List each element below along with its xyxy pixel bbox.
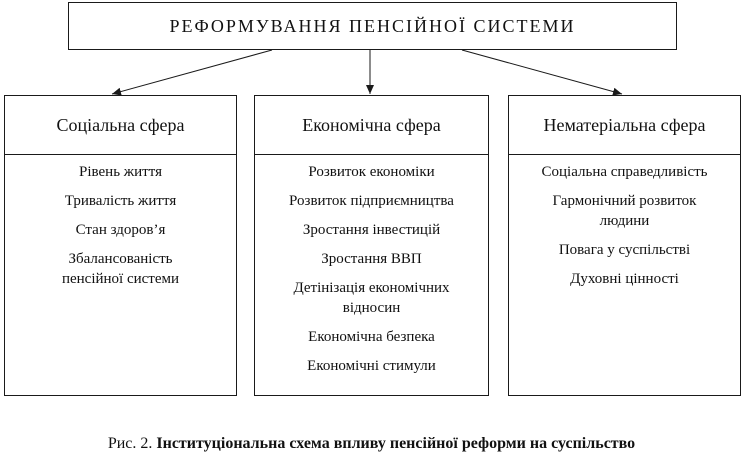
list-item: Гармонічний розвиток людини bbox=[552, 193, 697, 229]
column-header: Соціальна сфера bbox=[5, 96, 236, 155]
list-item: Детінізація економічних відносин bbox=[293, 280, 450, 316]
column-items bbox=[5, 155, 236, 289]
column-header: Нематеріальна сфера bbox=[509, 96, 740, 155]
list-item: Стан здоров’я bbox=[75, 222, 166, 238]
column-items bbox=[255, 155, 488, 376]
list-item: Зростання ВВП bbox=[321, 251, 422, 267]
caption-text: Інституціональна схема впливу пенсійної реформи на суспільство bbox=[156, 435, 636, 452]
list-item: Повага у суспільстві bbox=[558, 242, 691, 258]
column-items bbox=[509, 155, 740, 289]
list-item: Розвиток економіки bbox=[308, 164, 435, 180]
arrow-to-nonmaterial bbox=[462, 50, 622, 94]
caption-prefix: Рис. 2. bbox=[107, 435, 157, 452]
arrow-to-social bbox=[112, 50, 272, 94]
list-item: Розвиток підприємництва bbox=[289, 193, 454, 209]
list-item: Збалансованість пенсійної системи bbox=[61, 251, 180, 287]
top-box bbox=[68, 2, 677, 50]
list-item: Духовні цінності bbox=[570, 271, 679, 287]
list-item: Рівень життя bbox=[79, 164, 162, 180]
column-nonmaterial bbox=[508, 95, 741, 396]
list-item: Тривалість життя bbox=[64, 193, 177, 209]
figure-caption bbox=[0, 435, 743, 453]
list-item: Зростання інвестицій bbox=[302, 222, 441, 238]
list-item: Економічні стимули bbox=[307, 358, 436, 374]
column-economic bbox=[254, 95, 489, 396]
column-header: Економічна сфера bbox=[255, 96, 488, 155]
column-social bbox=[4, 95, 237, 396]
list-item: Соціальна справедливість bbox=[541, 164, 708, 180]
list-item: Економічна безпека bbox=[308, 329, 435, 345]
diagram-title: РЕФОРМУВАННЯ ПЕНСІЙНОЇ СИСТЕМИ bbox=[169, 15, 576, 36]
